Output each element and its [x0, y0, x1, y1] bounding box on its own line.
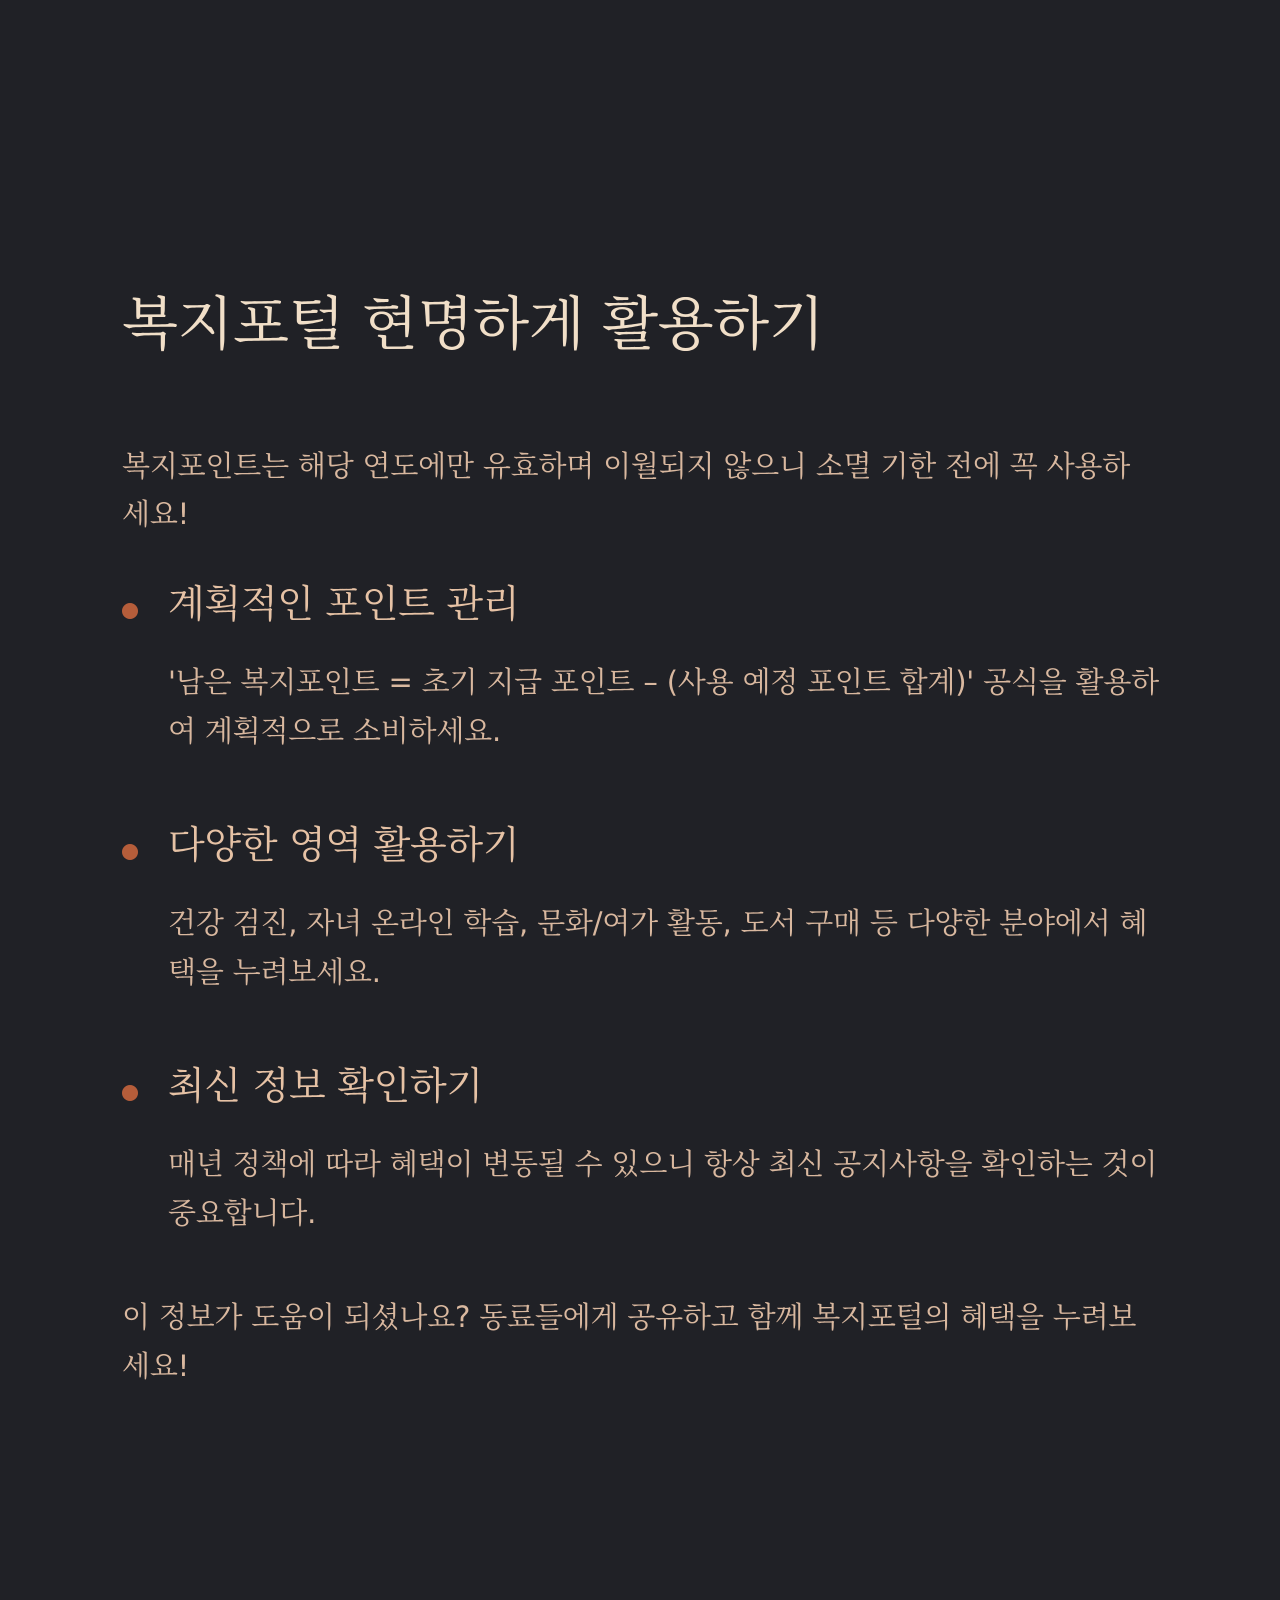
tip-title-areas: 다양한 영역 활용하기 — [168, 822, 520, 867]
page-title: 복지포털 현명하게 활용하기 — [122, 290, 825, 358]
tip-body-areas: 건강 검진, 자녀 온라인 학습, 문화/여가 활동, 도서 구매 등 다양한 분야에서 혜택을 누려보세요. — [168, 906, 1148, 989]
tip-item-1 — [122, 579, 1160, 756]
tip-body-updates: 매년 정책에 따라 혜택이 변동될 수 있으니 항상 최신 공지사항을 확인하는 것이 중요합니다. — [168, 1146, 1158, 1230]
tip-item-2 — [122, 820, 1160, 997]
tip-title-updates: 최신 정보 확인하기 — [168, 1063, 483, 1108]
bullet-dot-icon — [122, 844, 138, 860]
bullet-dot-icon — [122, 603, 138, 619]
bullet-dot-icon — [122, 1085, 138, 1101]
tips-list — [122, 579, 1160, 1237]
tip-title-planning: 계획적인 포인트 관리 — [168, 582, 520, 627]
closing-text: 이 정보가 도움이 되셨나요? 동료들에게 공유하고 함께 복지포털의 혜택을 누려보세요! — [122, 1300, 1137, 1383]
tip-body-planning: '남은 복지포인트 = 초기 지급 포인트 – (사용 예정 포인트 합계)' 공식을 활용하여 계획적으로 소비하세요. — [168, 665, 1159, 749]
tip-item-3 — [122, 1061, 1160, 1238]
intro-text: 복지포인트는 해당 연도에만 유효하며 이월되지 않으니 소멸 기한 전에 꼭 사용하세요! — [122, 448, 1131, 532]
